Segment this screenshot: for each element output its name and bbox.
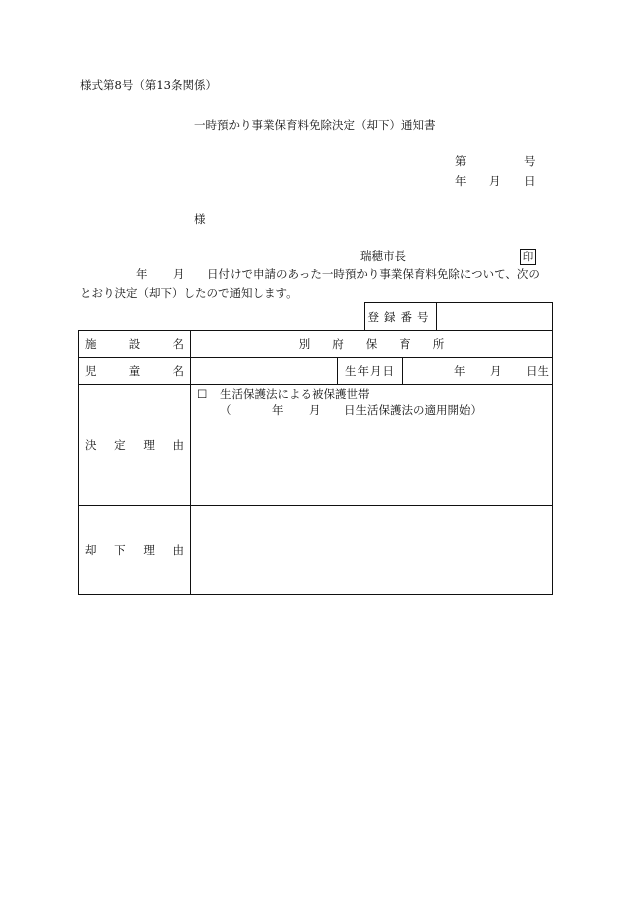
facility-value: 別府保育所 (298, 337, 467, 351)
recipient-suffix: 様 (194, 212, 206, 226)
date-day: 日 (524, 174, 536, 188)
doc-number-suffix: 号 (524, 154, 536, 168)
form-number: 様式第8号（第13条関係） (80, 78, 217, 92)
birth-day: 日生 (526, 364, 549, 378)
date-year: 年 (455, 174, 467, 188)
decision-year: 年 (272, 403, 284, 417)
decision-checkbox[interactable]: ☐ (197, 387, 208, 401)
registration-box (364, 302, 553, 331)
birth-month: 月 (490, 364, 502, 378)
rejection-label (85, 506, 184, 594)
decision-label-text: 決 定 理 由 (85, 438, 184, 452)
decision-option: 生活保護法による被保護世帯 (220, 387, 370, 401)
issuer-name: 瑞穂市長 (360, 249, 406, 263)
seal-stamp: 印 (520, 249, 536, 265)
child-label-text: 児 童 名 (85, 364, 184, 378)
birth-label: 生年月日 (345, 364, 395, 378)
body-line2: とおり決定（却下）したので通知します。 (80, 286, 298, 300)
decision-rest: 日生活保護法の適用開始） (344, 403, 482, 417)
body-year: 年 (136, 267, 148, 281)
registration-label: 登録番号 (367, 309, 434, 324)
registration-field[interactable] (437, 303, 552, 330)
child-label (85, 358, 184, 384)
doc-number-prefix: 第 (455, 154, 467, 168)
body-line1: 日付けで申請のあった一時預かり事業保育料免除について、次の (207, 267, 540, 281)
body-month: 月 (173, 267, 185, 281)
decision-label (85, 385, 184, 505)
document-title: 一時預かり事業保育料免除決定（却下）通知書 (194, 118, 436, 132)
main-table (78, 330, 553, 595)
child-name-field[interactable] (191, 358, 337, 384)
decision-month: 月 (309, 403, 321, 417)
rejection-field[interactable] (191, 506, 552, 594)
decision-paren: （ (220, 403, 232, 417)
rejection-label-text: 却 下 理 由 (85, 543, 184, 557)
date-month: 月 (489, 174, 501, 188)
facility-label (85, 331, 184, 357)
facility-label-text: 施 設 名 (85, 337, 184, 351)
birth-year: 年 (454, 364, 466, 378)
